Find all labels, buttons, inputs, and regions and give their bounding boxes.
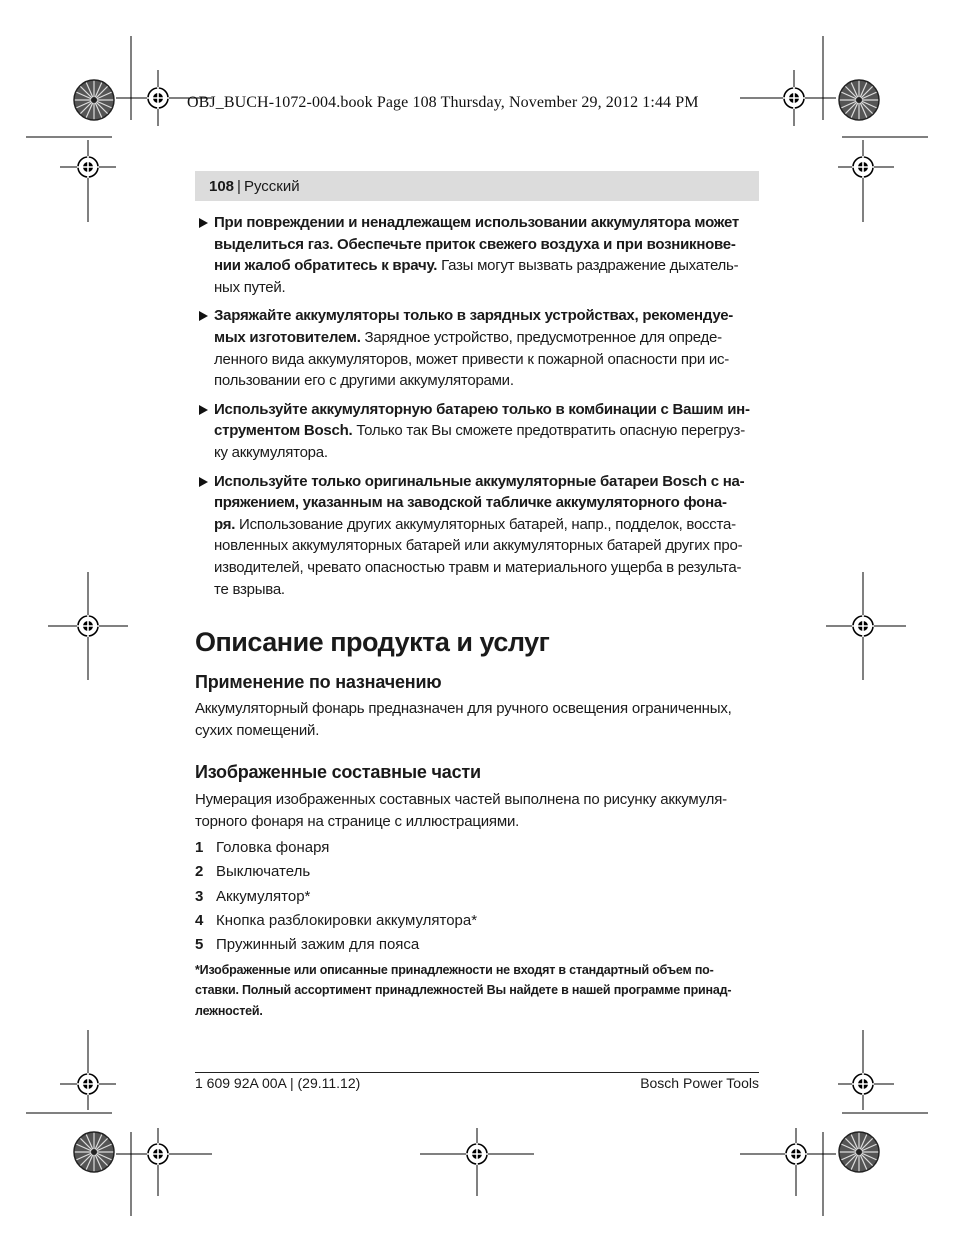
item-number: 3 <box>195 887 204 905</box>
usage-heading: Применение по назначению <box>195 672 442 693</box>
section-title: Описание продукта и услуг <box>195 627 550 658</box>
text-line: торного фонаря на странице с иллюстрациями. <box>195 812 520 830</box>
warning-line <box>214 370 761 392</box>
warning-line <box>214 234 761 256</box>
warning-text: пользовании его с другими аккумуляторами. <box>214 372 514 390</box>
usage-section <box>195 671 761 741</box>
warning-bold-text: пряжением, указанным на заводской табличке аккумуляторного фона- <box>214 494 727 512</box>
footer-brand: Bosch Power Tools <box>640 1075 759 1091</box>
accessories-note <box>195 960 761 1022</box>
components-heading: Изображенные составные части <box>195 762 481 783</box>
page-number: 108 <box>209 177 235 195</box>
item-label: Головка фонаря <box>216 839 330 857</box>
warning-line <box>214 492 761 514</box>
warning-item <box>195 212 761 298</box>
warning-line <box>214 557 761 579</box>
warning-line <box>214 277 761 299</box>
components-list <box>195 836 761 957</box>
footer-doc-number: 1 609 92A 00A | (29.11.12) <box>195 1075 361 1091</box>
safety-warnings <box>195 212 761 600</box>
warning-text: Зарядное устройство, предусмотренное для опреде- <box>360 328 722 346</box>
text-line: сухих помещений. <box>195 721 320 739</box>
list-item <box>195 885 761 909</box>
warning-bold-text: выделиться газ. Обеспечьте приток свежего воздуха и при возникнове- <box>214 235 736 253</box>
warning-bold-text: Используйте только оригинальные аккумуляторные батареи Bosch с на- <box>214 472 745 490</box>
bullet-arrow-icon <box>199 405 208 415</box>
item-number: 1 <box>195 839 204 857</box>
warning-bold-text: Заряжайте аккумуляторы только в зарядных устройствах, рекомендуе- <box>214 307 734 325</box>
usage-text <box>195 698 761 741</box>
warning-text: Газы могут вызвать раздражение дыхатель- <box>437 257 739 275</box>
item-label: Кнопка разблокировки аккумулятора* <box>216 911 478 929</box>
warning-text: Использование других аккумуляторных батарей, напр., подделок, восста- <box>235 515 736 533</box>
warning-line <box>214 212 761 234</box>
warning-line <box>214 255 761 277</box>
list-item <box>195 836 761 860</box>
warning-text: те взрыва. <box>214 580 285 598</box>
warning-bold-text: нии жалоб обратитесь к врачу. <box>214 257 438 275</box>
note-line: ставки. Полный ассортимент принадлежностей Вы найдете в нашей программе принад- <box>195 983 732 998</box>
text-line: Нумерация изображенных составных частей выполнена по рисунку аккумуля- <box>195 791 727 809</box>
components-section <box>195 761 761 1021</box>
item-number: 2 <box>195 863 204 881</box>
item-label: Аккумулятор* <box>216 887 311 905</box>
list-item <box>195 860 761 884</box>
warning-text: новленных аккумуляторных батарей или аккумуляторных батарей других про- <box>214 537 743 555</box>
item-number: 4 <box>195 911 204 929</box>
components-intro <box>195 789 761 832</box>
warning-bold-text: При повреждении и ненадлежащем использовании аккумулятора может <box>214 214 739 231</box>
warning-text: ных путей. <box>214 278 286 296</box>
bullet-arrow-icon <box>199 218 208 228</box>
warning-bold-text: струментом Bosch. <box>214 422 353 440</box>
item-number: 5 <box>195 936 204 954</box>
header-language: Русский <box>243 177 300 195</box>
page-content <box>195 212 761 1021</box>
list-item <box>195 909 761 933</box>
warning-line <box>214 535 761 557</box>
warning-line <box>214 471 761 493</box>
warning-line <box>214 399 761 421</box>
warning-line <box>214 579 761 601</box>
warning-line <box>214 305 761 327</box>
note-line: лежностей. <box>195 1003 263 1018</box>
warning-line <box>214 514 761 536</box>
note-line: *Изображенные или описанные принадлежности не входят в стандартный объем по- <box>195 962 714 977</box>
warning-line <box>214 349 761 371</box>
warning-item <box>195 471 761 601</box>
warning-line <box>214 327 761 349</box>
footer-rule <box>195 1072 759 1073</box>
warning-line <box>214 442 761 464</box>
page-header <box>195 171 759 201</box>
header-separator: | <box>237 177 241 195</box>
list-item <box>195 933 761 957</box>
warning-item <box>195 305 761 391</box>
bullet-arrow-icon <box>199 311 208 321</box>
warning-line <box>214 420 761 442</box>
item-label: Пружинный зажим для пояса <box>216 936 420 954</box>
warning-text: ку аккумулятора. <box>214 443 328 461</box>
warning-bold-text: Используйте аккумуляторную батарею только в комбинации с Вашим ин- <box>214 400 750 418</box>
slug-line: OBJ_BUCH-1072-004.book Page 108 Thursday, November 29, 2012 1:44 PM <box>187 94 699 111</box>
warning-bold-text: ря. <box>214 515 236 533</box>
item-label: Выключатель <box>216 863 311 881</box>
text-line: Аккумуляторный фонарь предназначен для ручного освещения ограниченных, <box>195 700 732 718</box>
warning-text: ленного вида аккумуляторов, может привести к пожарной опасности при ис- <box>214 350 729 368</box>
warning-text: Только так Вы сможете предотвратить опасную перегруз- <box>352 422 745 440</box>
warning-text: изводителей, чревато опасностью травм и материального ущерба в результа- <box>214 558 742 576</box>
warning-bold-text: мых изготовителем. <box>214 328 361 346</box>
bullet-arrow-icon <box>199 477 208 487</box>
warning-item <box>195 399 761 464</box>
